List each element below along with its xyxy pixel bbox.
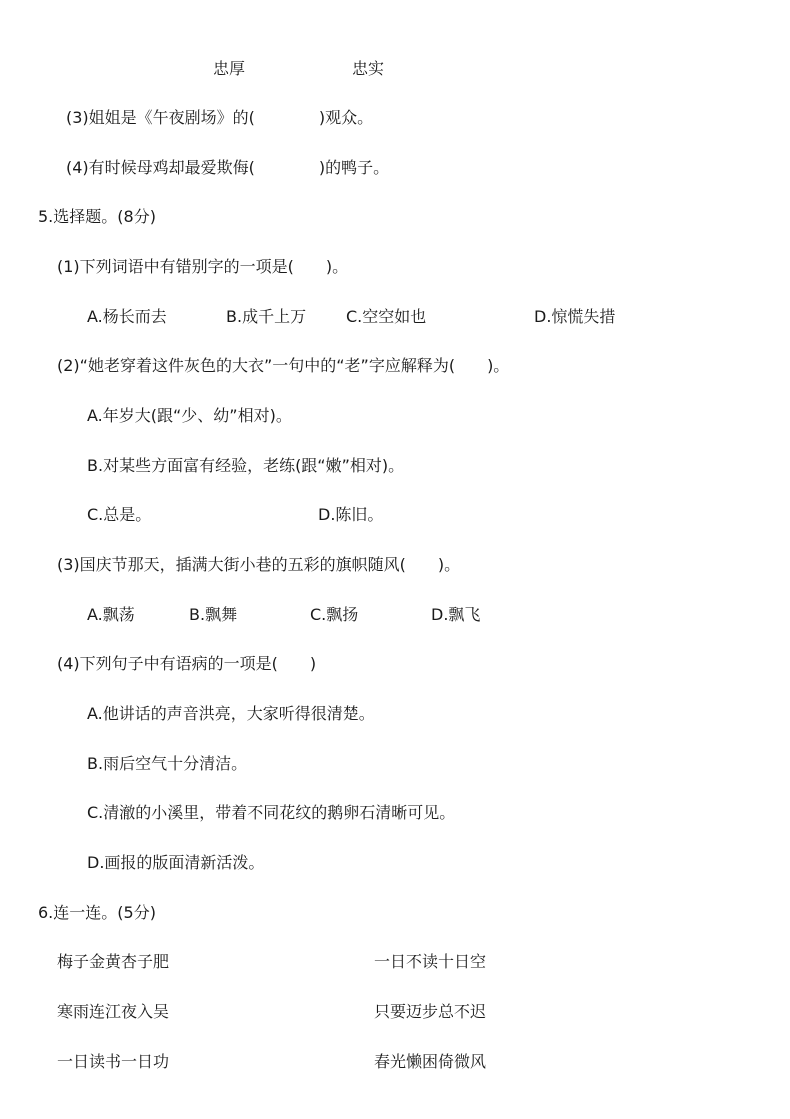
match-left-1: 梅子金黄杏子肥	[57, 952, 170, 971]
q5-2-option-c: C.总是。	[87, 505, 152, 524]
q5-4-option-a: A.他讲话的声音洪亮，大家听得很清楚。	[87, 704, 375, 723]
section-6-title: 6.连一连。(5分)	[38, 903, 156, 922]
q5-1-stem: (1)下列词语中有错别字的一项是( )。	[57, 257, 349, 276]
q5-1-option-a: A.杨长而去	[87, 307, 167, 326]
q5-2-option-d: D.陈旧。	[318, 505, 384, 524]
q5-3-option-b: B.飘舞	[189, 605, 238, 624]
match-right-2: 只要迈步总不迟	[374, 1002, 487, 1021]
q5-4-stem: (4)下列句子中有语病的一项是( )	[57, 654, 317, 673]
q5-2-option-a: A.年岁大(跟“少、幼”相对)。	[87, 406, 292, 425]
q5-3-option-a: A.飘荡	[87, 605, 135, 624]
match-left-3: 一日读书一日功	[57, 1052, 170, 1071]
q5-1-option-b: B.成千上万	[226, 307, 307, 326]
fill-blank-item-3: (3)姐姐是《午夜剧场》的( )观众。	[66, 108, 374, 127]
q5-1-option-c: C.空空如也	[346, 307, 427, 326]
match-right-3: 春光懒困倚微风	[374, 1052, 487, 1071]
match-right-1: 一日不读十日空	[374, 952, 487, 971]
fill-blank-item-4: (4)有时候母鸡却最爱欺侮( )的鸭子。	[66, 158, 390, 177]
q5-4-option-b: B.雨后空气十分清洁。	[87, 754, 248, 773]
section-5-title: 5.选择题。(8分)	[38, 207, 156, 226]
q5-4-option-d: D.画报的版面清新活泼。	[87, 853, 265, 872]
word-option-2: 忠实	[352, 59, 385, 78]
q5-2-option-b: B.对某些方面富有经验，老练(跟“嫩”相对)。	[87, 456, 405, 475]
q5-3-option-c: C.飘扬	[310, 605, 359, 624]
q5-3-stem: (3)国庆节那天，插满大街小巷的五彩的旗帜随风( )。	[57, 555, 461, 574]
word-option-1: 忠厚	[213, 59, 246, 78]
q5-3-option-d: D.飘飞	[431, 605, 481, 624]
q5-1-option-d: D.惊慌失措	[534, 307, 616, 326]
q5-4-option-c: C.清澈的小溪里，带着不同花纹的鹅卵石清晰可见。	[87, 803, 456, 822]
match-left-2: 寒雨连江夜入吴	[57, 1002, 170, 1021]
q5-2-stem: (2)“她老穿着这件灰色的大衣”一句中的“老”字应解释为( )。	[57, 356, 510, 375]
